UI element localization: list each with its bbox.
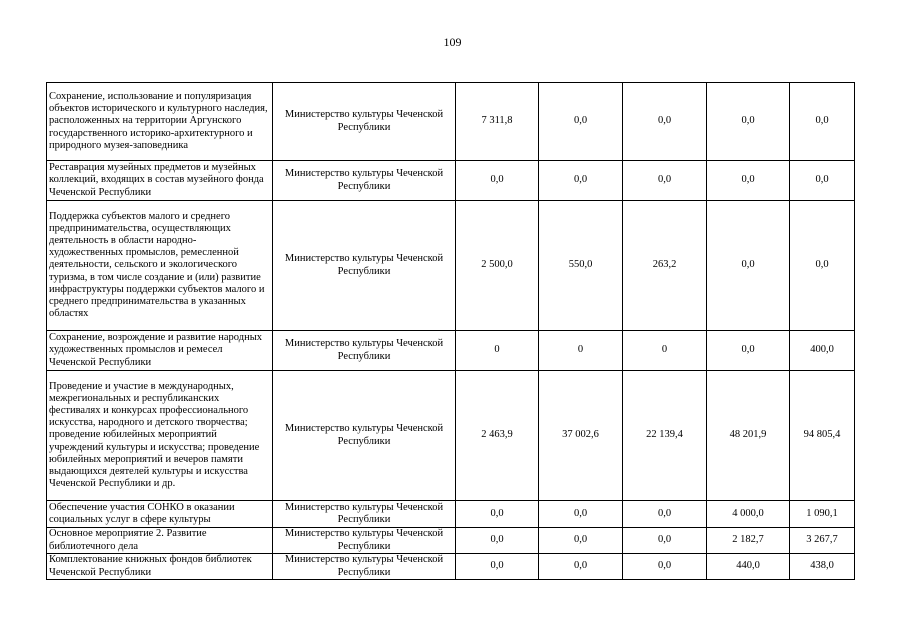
- value-cell: 0,0: [539, 554, 623, 580]
- value-cell: 0,0: [456, 528, 539, 554]
- value-cell: 22 139,4: [623, 371, 707, 501]
- value-cell: 0,0: [539, 161, 623, 201]
- value-cell: 37 002,6: [539, 371, 623, 501]
- executor-cell: Министерство культуры Чеченской Республики: [273, 161, 456, 201]
- event-name-cell: Проведение и участие в международных, межрегиональных и республиканских фестивалях и конкурсах профессионального искусства, народного и детского творчества; проведение юбилейных мероприятий учреждений культуры и искусства; проведение юбилейных мероприятий и вечеров памяти выдающихся деятелей культуры и искусства Чеченской Республики и др.: [47, 371, 273, 501]
- value-cell: 0,0: [456, 161, 539, 201]
- value-cell: 7 311,8: [456, 83, 539, 161]
- value-cell: 0,0: [707, 331, 790, 371]
- value-cell: 1 090,1: [790, 501, 855, 528]
- value-cell: 0,0: [539, 528, 623, 554]
- value-cell: 2 182,7: [707, 528, 790, 554]
- event-name-cell: Реставрация музейных предметов и музейных коллекций, входящих в состав музейного фонда Чеченской Республики: [47, 161, 273, 201]
- event-name-cell: Сохранение, возрождение и развитие народных художественных промыслов и ремесел Чеченской Республики: [47, 331, 273, 371]
- value-cell: 438,0: [790, 554, 855, 580]
- table-row: [47, 501, 855, 528]
- value-cell: 0,0: [456, 501, 539, 528]
- executor-cell: Министерство культуры Чеченской Республики: [273, 331, 456, 371]
- table-row: [47, 528, 855, 554]
- value-cell: 0,0: [623, 83, 707, 161]
- table-row: [47, 371, 855, 501]
- executor-cell: Министерство культуры Чеченской Республики: [273, 554, 456, 580]
- event-name-cell: Обеспечение участия СОНКО в оказании социальных услуг в сфере культуры: [47, 501, 273, 528]
- value-cell: 0,0: [707, 201, 790, 331]
- executor-cell: Министерство культуры Чеченской Республики: [273, 528, 456, 554]
- value-cell: 0: [623, 331, 707, 371]
- value-cell: 0,0: [623, 554, 707, 580]
- value-cell: 0,0: [707, 83, 790, 161]
- value-cell: 0,0: [623, 528, 707, 554]
- value-cell: 2 463,9: [456, 371, 539, 501]
- value-cell: 0,0: [623, 501, 707, 528]
- value-cell: 0,0: [790, 201, 855, 331]
- value-cell: 0,0: [539, 501, 623, 528]
- value-cell: 400,0: [790, 331, 855, 371]
- event-name-cell: Комплектование книжных фондов библиотек Чеченской Республики: [47, 554, 273, 580]
- value-cell: 0,0: [790, 83, 855, 161]
- value-cell: 440,0: [707, 554, 790, 580]
- value-cell: 4 000,0: [707, 501, 790, 528]
- table-row: [47, 554, 855, 580]
- value-cell: 2 500,0: [456, 201, 539, 331]
- executor-cell: Министерство культуры Чеченской Республики: [273, 83, 456, 161]
- table-row: [47, 83, 855, 161]
- table-row: [47, 161, 855, 201]
- executor-cell: Министерство культуры Чеченской Республики: [273, 501, 456, 528]
- executor-cell: Министерство культуры Чеченской Республики: [273, 201, 456, 331]
- value-cell: 3 267,7: [790, 528, 855, 554]
- value-cell: 550,0: [539, 201, 623, 331]
- value-cell: 0,0: [456, 554, 539, 580]
- event-name-cell: Сохранение, использование и популяризация объектов исторического и культурного наследия, расположенных на территории Аргунского государственного историко-архитектурного и природного музея-заповедника: [47, 83, 273, 161]
- page-number: 109: [443, 35, 462, 49]
- event-name-cell: Поддержка субъектов малого и среднего предпринимательства, осуществляющих деятельность в области народно-художественных промыслов, ремесленной деятельности, сельского и экологического туризма, в том числе создание и (или) развитие инфраструктуры поддержки субъектов малого и среднего предпринимательства в указанных областях: [47, 201, 273, 331]
- value-cell: 0: [539, 331, 623, 371]
- value-cell: 0,0: [707, 161, 790, 201]
- value-cell: 48 201,9: [707, 371, 790, 501]
- value-cell: 94 805,4: [790, 371, 855, 501]
- table-row: [47, 331, 855, 371]
- value-cell: 0,0: [623, 161, 707, 201]
- value-cell: 0,0: [790, 161, 855, 201]
- budget-table: [46, 82, 855, 580]
- value-cell: 263,2: [623, 201, 707, 331]
- table-row: [47, 201, 855, 331]
- executor-cell: Министерство культуры Чеченской Республики: [273, 371, 456, 501]
- value-cell: 0,0: [539, 83, 623, 161]
- value-cell: 0: [456, 331, 539, 371]
- event-name-cell: Основное мероприятие 2. Развитие библиотечного дела: [47, 528, 273, 554]
